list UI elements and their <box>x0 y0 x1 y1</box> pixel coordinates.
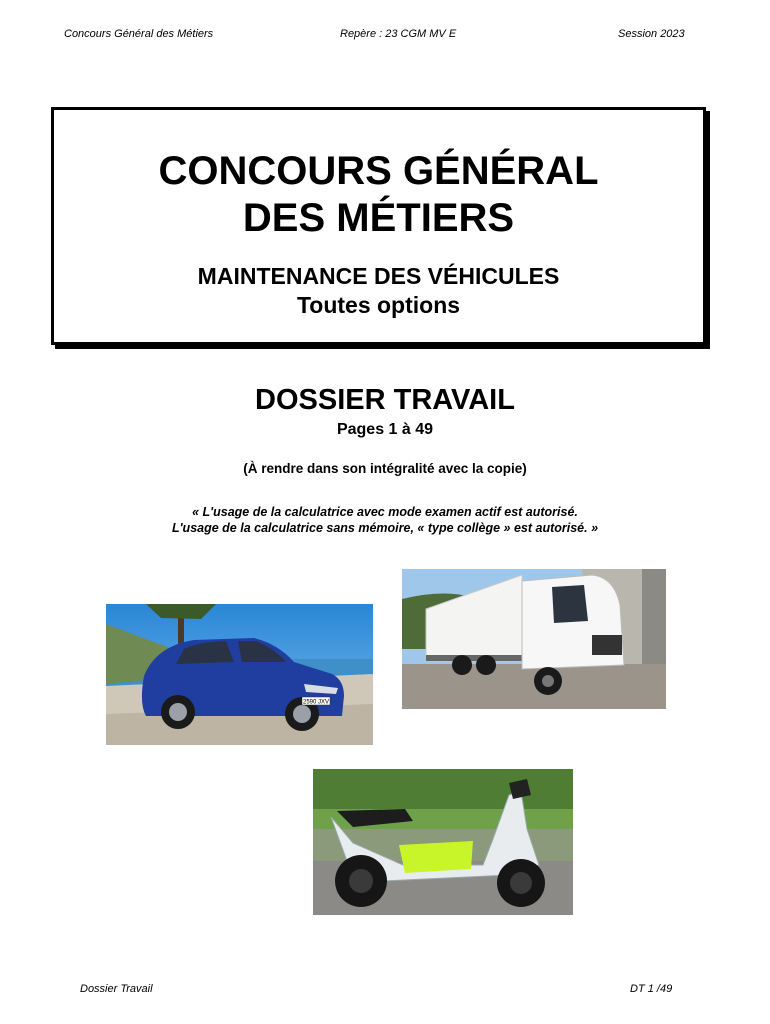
subtitle <box>54 262 703 320</box>
header-reference: Repère : 23 CGM MV E <box>340 28 457 40</box>
calculator-notice-line2: L'usage de la calculatrice sans mémoire, « type collège » est autorisé. » <box>171 521 599 535</box>
truck-photo <box>402 569 666 709</box>
footer-page-number: DT 1 /49 <box>630 983 673 995</box>
scooter-photo <box>313 769 573 915</box>
footer-left: Dossier Travail <box>80 983 153 995</box>
title-box <box>51 107 706 345</box>
header-session: Session 2023 <box>618 28 685 40</box>
license-plate: 2590 JXV <box>302 699 330 706</box>
calculator-notice <box>0 504 770 536</box>
dossier-title: DOSSIER TRAVAIL <box>255 384 515 416</box>
header-left: Concours Général des Métiers <box>64 28 214 40</box>
main-title-line2: DES MÉTIERS <box>242 196 515 240</box>
return-instruction: (À rendre dans son intégralité avec la copie) <box>243 461 527 476</box>
calculator-notice-line1: « L'usage de la calculatrice avec mode examen actif est autorisé. <box>192 505 578 519</box>
subtitle-line2: Toutes options <box>296 292 461 318</box>
pages-range: Pages 1 à 49 <box>336 421 434 438</box>
car-photo <box>106 604 373 745</box>
main-title-line1: CONCOURS GÉNÉRAL <box>158 149 599 193</box>
subtitle-line1: MAINTENANCE DES VÉHICULES <box>197 263 560 289</box>
main-title <box>54 148 703 242</box>
